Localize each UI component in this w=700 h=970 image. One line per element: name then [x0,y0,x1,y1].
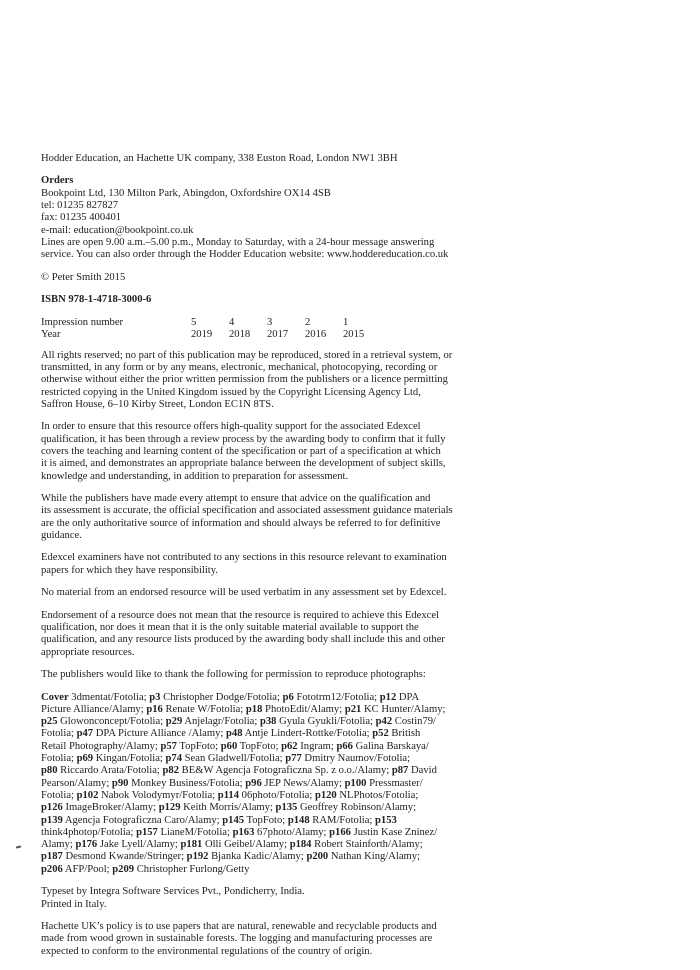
policy-line: made from wood grown in sustainable forests. The logging and manufacturing processes are [41,933,433,945]
credit-line [41,778,661,790]
credit-line [41,704,661,716]
scan-mark [16,845,21,848]
rights-line: All rights reserved; no part of this publication may be reproduced, stored in a retrieval system, or [41,349,453,361]
credit-page-label: p52 [372,728,389,740]
orders-line: Bookpoint Ltd, 130 Milton Park, Abingdon, Oxfordshire OX14 4SB [41,187,331,199]
accuracy-line: its assessment is accurate, the official specification and associated assessment guidance materials [41,505,453,517]
credit-text: Nabok Volodymyr/Fotolia; [98,789,218,801]
impression-number: 5 [191,316,197,328]
credit-text: LianeM/Fotolia; [157,826,233,838]
year-row [41,329,381,341]
credit-text: Fotolia; [41,728,77,740]
credit-line [41,765,661,777]
credit-text: think4photop/Fotolia; [41,826,137,838]
credit-page-label: p129 [158,802,181,814]
credit-page-label: p87 [391,765,409,777]
credit-page-label: p82 [162,765,180,777]
credit-text: Christopher Furlong/Getty [134,863,250,875]
credit-text: BE&W Agencja Fotograficzna Sp. z o.o./Alamy; [179,765,392,777]
credit-page-label: p29 [165,716,183,728]
credit-page-label: p57 [160,740,177,752]
credit-page-label: p90 [111,777,129,789]
credit-page-label: p60 [220,740,238,752]
credit-page-label: p25 [41,716,58,728]
credit-line [41,815,661,827]
credit-text: Sean Gladwell/Fotolia; [182,753,286,765]
credit-text: British [388,728,421,740]
imprint-block [41,153,661,958]
credit-page-label: p42 [375,716,393,728]
credit-line [41,864,661,876]
review-line: it is aimed, and demonstrates an appropriate balance between the development of subject skills, [41,458,446,470]
impression-number: 3 [267,316,273,328]
credit-text: Fotolia; [41,753,77,765]
credit-page-label: p192 [186,851,209,863]
verbatim-paragraph [41,587,661,599]
credit-text: ImageBroker/Alamy; [62,802,159,814]
credit-text: TopFoto; [237,740,282,752]
impression-year: 2019 [191,328,213,340]
credit-line [41,692,661,704]
review-line: covers the teaching and learning content of the specification or part of a specification at which [41,445,441,457]
credit-text: Monkey Business/Fotolia; [128,777,246,789]
typeset-paragraph [41,886,661,911]
copyright-line: © Peter Smith 2015 [41,271,126,283]
impression-number: 1 [343,316,349,328]
credit-page-label: p187 [41,851,63,863]
credit-text: PhotoEdit/Alamy; [262,703,345,715]
review-paragraph [41,421,661,482]
credit-page-label: p176 [75,839,98,851]
credit-page-label: p16 [146,703,163,715]
impression-number: 2 [305,316,311,328]
credit-page-label: p200 [306,851,329,863]
credit-page-label: p120 [314,789,337,801]
year-label: Year [41,328,61,340]
credit-text: Galina Barskaya/ [352,740,429,752]
credit-text: Kingan/Fotolia; [93,753,166,765]
review-line: In order to ensure that this resource offers high-quality support for the associated Edexcel [41,421,421,433]
credit-text: Christopher Dodge/Fotolia; [160,691,283,703]
credit-text: DPA Picture Alliance /Alamy; [93,728,227,740]
orders-heading: Orders [41,175,74,187]
credit-line [41,716,661,728]
typeset-line: Typeset by Integra Software Services Pvt., Pondicherry, India. [41,886,305,898]
credit-line [41,728,661,740]
credit-page-label: p18 [245,703,263,715]
isbn-line: ISBN 978-1-4718-3000-6 [41,294,152,306]
photo-credits [41,692,661,876]
rights-line: transmitted, in any form or by any means, electronic, mechanical, photocopying, recording or [41,362,438,374]
credit-page-label: p66 [336,740,353,752]
review-line: knowledge and understanding, in addition to preparation for assessment. [41,470,349,482]
orders-line: e-mail: education@bookpoint.co.uk [41,224,194,236]
orders-line: service. You can also order through the Hodder Education website: www.hoddereducation.co.uk [41,249,449,261]
credit-text: Bjanka Kadic/Alamy; [208,851,307,863]
credit-line [41,753,661,765]
rights-line: otherwise without either the prior written permission from the publishers or a licence permitting [41,374,448,386]
credit-page-label: p135 [275,802,298,814]
credit-page-label: p77 [285,753,302,765]
publisher-line: Hodder Education, an Hachette UK company, 338 Euston Road, London NW1 3BH [41,153,398,164]
credit-text: Fotolia; [41,789,77,801]
credit-line [41,802,661,814]
verbatim-line: No material from an endorsed resource will be used verbatim in any assessment set by Edexcel. [41,587,447,599]
credit-text: Alamy; [41,839,76,851]
credit-text: 67photo/Alamy; [254,826,330,838]
printed-line: Printed in Italy. [41,898,107,910]
credit-page-label: p38 [259,716,277,728]
endorsement-line: qualification, and any resource lists produced by the awarding body shall include this and other [41,634,445,646]
credit-page-label: p21 [344,703,362,715]
credit-text: KC Hunter/Alamy; [361,703,446,715]
credit-text: Renate W/Fotolia; [162,703,246,715]
credit-page-label: p157 [136,826,158,838]
rights-line: Saffron House, 6–10 Kirby Street, London EC1N 8TS. [41,398,274,410]
credit-page-label: p3 [149,691,161,703]
credit-page-label: Cover [41,691,69,703]
credit-text: Nathan King/Alamy; [328,851,421,863]
credit-page-label: p102 [76,789,99,801]
impression-row [41,317,381,329]
credit-page-label: p181 [180,839,203,851]
credit-text: JEP News/Alamy; [261,777,345,789]
credit-page-label: p206 [41,863,63,875]
credit-page-label: p126 [41,802,63,814]
credit-page-label: p47 [76,728,94,740]
impression-year: 2016 [305,328,327,340]
impression-number: 4 [229,316,235,328]
credit-page-label: p12 [379,691,397,703]
impression-year: 2015 [343,328,365,340]
credit-text: Fototrm12/Fotolia; [293,691,380,703]
credit-page-label: p48 [226,728,243,740]
credit-page-label: p184 [289,839,312,851]
policy-paragraph [41,921,661,958]
credit-text: Glowonconcept/Fotolia; [57,716,166,728]
accuracy-paragraph [41,493,661,542]
credit-text: Gyula Gyukli/Fotolia; [276,716,376,728]
credit-text: Pressmaster/ [366,777,423,789]
credit-page-label: p62 [281,740,298,752]
endorsement-line: qualification, nor does it mean that it is the only suitable material available to support the [41,622,419,633]
credit-text: DPA [396,691,420,703]
credit-text: Agencja Fotograficzna Caro/Alamy; [62,814,223,826]
credit-text: Anjelagr/Fotolia; [182,716,260,728]
credit-text: David [408,765,437,777]
impression-year: 2018 [229,328,251,340]
rights-paragraph [41,350,661,411]
credit-text: NLPhotos/Fotolia; [336,789,419,801]
credit-text: Picture Alliance/Alamy; [41,703,147,715]
examiners-line: papers for which they have responsibility. [41,564,219,576]
impression-label: Impression number [41,316,124,328]
credit-text: TopFoto; [244,814,288,826]
credit-page-label: p96 [245,777,262,789]
credit-text: Justin Kase Zninez/ [350,826,438,838]
endorsement-line: Endorsement of a resource does not mean that the resource is required to achieve this Edexcel [41,609,439,621]
accuracy-line: guidance. [41,529,82,541]
credit-page-label: p145 [222,814,245,826]
orders-line: fax: 01235 400401 [41,212,122,224]
credit-page-label: p6 [282,691,294,703]
policy-line: Hachette UK’s policy is to use papers that are natural, renewable and recyclable products and [41,920,437,932]
thanks-paragraph [41,669,661,681]
endorsement-line: appropriate resources. [41,646,135,658]
credit-page-label: p166 [329,826,351,838]
credit-text: Keith Morris/Alamy; [180,802,276,814]
credit-text: 3dmentat/Fotolia; [68,691,150,703]
endorsement-paragraph [41,610,661,659]
rights-line: restricted copying in the United Kingdom issued by the Copyright Licensing Agency Ltd, [41,386,421,398]
review-line: qualification, it has been through a review process by the awarding body to confirm that it fully [41,433,446,445]
credit-text: Geoffrey Robinson/Alamy; [297,802,417,814]
orders-line: Lines are open 9.00 a.m.–5.00 p.m., Monday to Saturday, with a 24-hour message answering [41,236,435,248]
credit-text: Riccardo Arata/Fotolia; [57,765,163,777]
credit-page-label: p69 [76,753,94,765]
impression-table [41,317,381,341]
accuracy-line: While the publishers have made every attempt to ensure that advice on the qualification and [41,493,431,505]
credit-text: Olli Geibel/Alamy; [202,839,290,851]
credit-page-label: p74 [165,753,182,765]
accuracy-line: are the only authoritative source of information and should always be referred to for definitive [41,517,441,529]
credit-page-label: p163 [232,826,255,838]
credit-text: Dmitry Naumov/Fotolia; [301,753,411,765]
policy-line: expected to conform to the environmental regulations of the country of origin. [41,945,373,957]
examiners-paragraph [41,552,661,577]
credit-text: Desmond Kwande/Stringer; [62,851,187,863]
credit-line [41,851,661,863]
credit-text: RAM/Fotolia; [309,814,375,826]
examiners-line: Edexcel examiners have not contributed to any sections in this resource relevant to examination [41,552,447,564]
credit-page-label: p209 [112,863,135,875]
credit-text: Antje Lindert-Rottke/Fotolia; [242,728,373,740]
orders-line: tel: 01235 827827 [41,200,119,212]
credit-line [41,790,661,802]
credit-page-label: p80 [41,765,58,777]
credit-page-label: p153 [375,814,397,826]
orders-section [41,175,661,261]
credit-text: Retail Photography/Alamy; [41,740,161,752]
credit-text: Jake Lyell/Alamy; [97,839,181,851]
credit-text: Robert Stainforth/Alamy; [311,839,423,851]
credit-text: 06photo/Fotolia; [239,789,315,801]
credit-text: Costin79/ [392,716,436,728]
credit-page-label: p114 [217,789,239,801]
credit-text: Ingram; [297,740,337,752]
impression-year: 2017 [267,328,289,340]
credit-line [41,827,661,839]
credit-line [41,741,661,753]
credit-line [41,839,661,851]
credit-text: Pearson/Alamy; [41,777,112,789]
thanks-line: The publishers would like to thank the following for permission to reproduce photographs: [41,669,426,681]
credit-page-label: p148 [287,814,310,826]
credit-text: AFP/Pool; [62,863,113,875]
credit-page-label: p100 [344,777,367,789]
credit-page-label: p139 [41,814,63,826]
credit-text: TopFoto; [176,740,221,752]
